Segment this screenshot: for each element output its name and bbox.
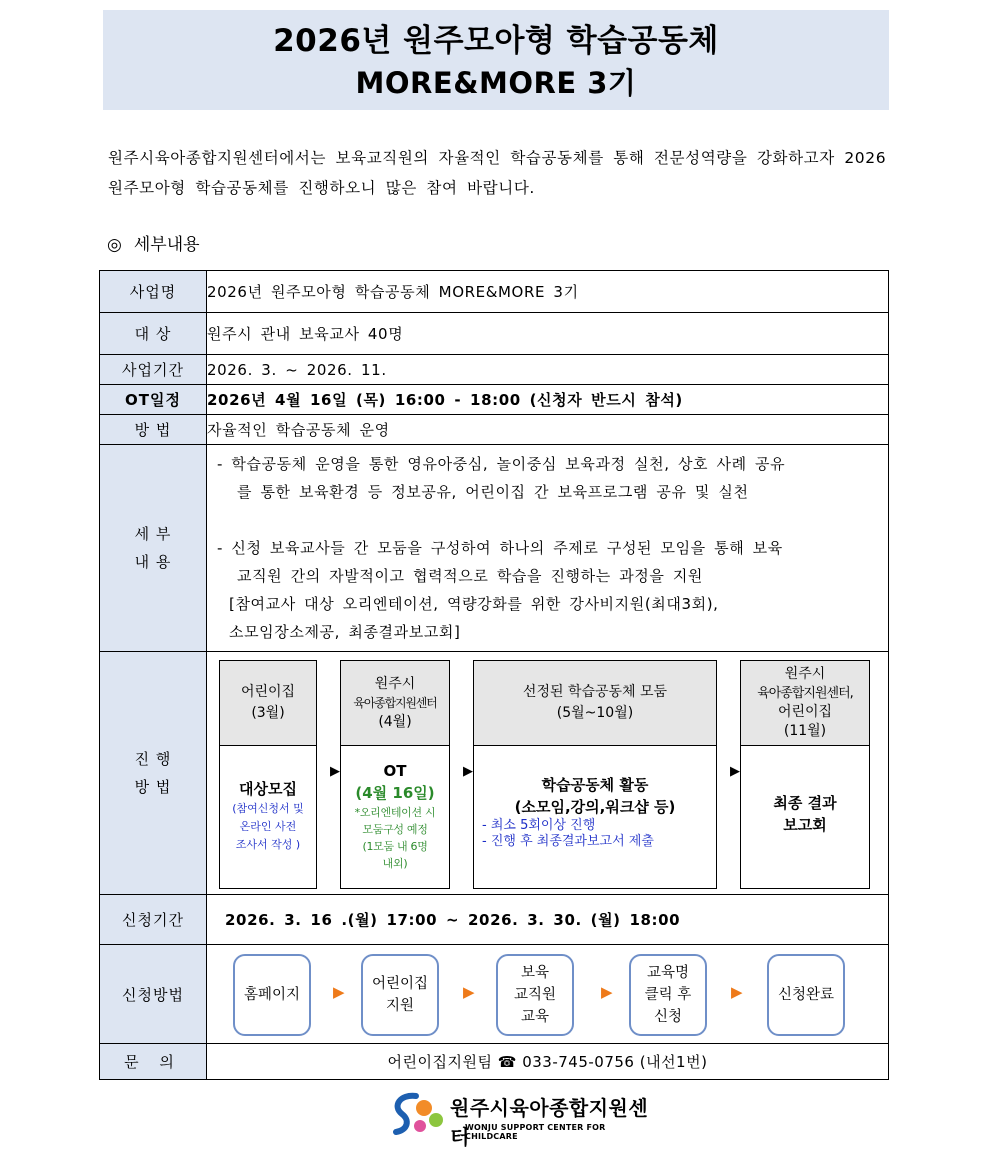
label-process-1: 진 행 [134, 750, 172, 768]
row-apply-method [100, 945, 889, 1044]
stage2-title: OT [383, 762, 407, 780]
stage1-head1: 어린이집 [240, 684, 296, 700]
value-project: 2026년 원주모아형 학습공동체 MORE&MORE 3기 [207, 271, 889, 313]
step5-l1: 신청완료 [777, 987, 835, 1003]
label-details-2: 내 용 [134, 553, 172, 571]
stage4-head3: 어린이집 [777, 704, 833, 720]
logo-mark-icon [388, 1090, 448, 1140]
label-contact: 문 의 [100, 1044, 207, 1080]
label-period: 사업기간 [100, 355, 207, 385]
row-ot [100, 385, 889, 415]
label-process [100, 652, 207, 895]
value-period: 2026. 3. ~ 2026. 11. [207, 355, 889, 385]
arrow-icon: ▶ [463, 764, 473, 779]
step-click-apply[interactable] [629, 954, 707, 1036]
step3-l1: 보육 [520, 965, 549, 981]
arrow-icon: ▶ [730, 764, 740, 779]
step1-l1: 홈페이지 [243, 987, 301, 1003]
label-project: 사업명 [100, 271, 207, 313]
stage1-head2: (3월) [251, 705, 285, 721]
value-contact: 어린이집지원팀 ☎ 033-745-0756 (내선1번) [207, 1044, 889, 1080]
row-process [100, 652, 889, 895]
value-method: 자율적인 학습공동체 운영 [207, 415, 889, 445]
value-apply-period: 2026. 3. 16 .(월) 17:00 ~ 2026. 3. 30. (월) 18:00 [207, 895, 889, 945]
double-circle-icon: ◎ [107, 235, 122, 255]
stage3-note2: - 진행 후 최종결과보고서 제출 [482, 834, 654, 849]
stage1-note2: 온라인 사전 [239, 820, 297, 833]
stage1-note1: (참여신청서 및 [232, 802, 304, 815]
step3-l2: 교직원 [513, 987, 557, 1003]
stage2-head1: 원주시 [374, 675, 416, 692]
step-complete[interactable] [767, 954, 845, 1036]
stage4-title1: 최종 결과 [773, 794, 837, 812]
arrow-icon: ▶ [330, 764, 340, 779]
detail-p1a: - 학습공동체 운영을 통한 영유아중심, 놀이중심 보육과정 실천, 상호 사례 공유 [217, 455, 786, 473]
stage2-head2: 육아종합지원센터 [353, 695, 437, 710]
stage3-title2: (소모임,강의,워크샵 등) [514, 798, 676, 816]
stage2-head3: (4월) [378, 713, 412, 730]
arrow-icon: ▶ [463, 983, 475, 1001]
row-method [100, 415, 889, 445]
title-banner [103, 10, 889, 110]
value-details [207, 445, 889, 652]
row-project [100, 271, 889, 313]
row-contact [100, 1044, 889, 1080]
step-staff-education[interactable] [496, 954, 574, 1036]
step2-l1: 어린이집 [371, 976, 429, 992]
stage2-date: (4월 16일) [355, 784, 435, 802]
row-apply-period [100, 895, 889, 945]
section-heading [107, 230, 212, 255]
stage-recruit [219, 660, 317, 889]
arrow-icon: ▶ [601, 983, 613, 1001]
stage4-head1: 원주시 [784, 666, 826, 682]
value-target: 원주시 관내 보육교사 40명 [207, 313, 889, 355]
detail-table [99, 270, 889, 1080]
step4-l1: 교육명 [646, 965, 690, 981]
detail-p2a: - 신청 보육교사들 간 모둠을 구성하여 하나의 주제로 구성된 모임을 통해 보육 [217, 539, 783, 557]
label-target: 대 상 [100, 313, 207, 355]
label-ot: OT일정 [100, 385, 207, 415]
label-details [100, 445, 207, 652]
value-process [207, 652, 889, 895]
value-apply-method [207, 945, 889, 1044]
label-method: 방 법 [100, 415, 207, 445]
stage4-title2: 보고회 [783, 816, 827, 834]
step-homepage[interactable] [233, 954, 311, 1036]
label-details-1: 세 부 [134, 525, 172, 543]
label-process-2: 방 법 [134, 778, 172, 796]
section-label: 세부내용 [133, 235, 200, 255]
stage1-title: 대상모집 [239, 780, 297, 798]
stage3-head2: (5월~10월) [556, 705, 634, 721]
detail-p2c: [참여교사 대상 오리엔테이션, 역량강화를 위한 강사비지원(최대3회), [229, 595, 719, 613]
step-childcare-support[interactable] [361, 954, 439, 1036]
title-line1: 2026년 원주모아형 학습공동체 [273, 23, 719, 59]
logo-subtitle: WONJU SUPPORT CENTER FOR CHILDCARE [465, 1123, 606, 1141]
stage2-note4: 내외) [382, 857, 408, 870]
step4-l3: 신청 [653, 1009, 682, 1025]
step3-l3: 교육 [520, 1009, 549, 1025]
detail-p2b: 교직원 간의 자발적이고 협력적으로 학습을 진행하는 과정을 지원 [237, 567, 704, 585]
center-logo [388, 1090, 658, 1149]
row-details [100, 445, 889, 652]
logo-name: 원주시육아종합지원센터 [450, 1096, 649, 1149]
label-apply-period: 신청기간 [100, 895, 207, 945]
detail-p2d: 소모임장소제공, 최종결과보고회] [229, 623, 461, 641]
stage-activity [473, 660, 717, 889]
stage1-note3: 조사서 작성 ) [235, 838, 301, 851]
step4-l2: 클릭 후 [644, 987, 692, 1003]
stage4-head2: 육아종합지원센터, [757, 686, 853, 701]
row-target [100, 313, 889, 355]
value-ot: 2026년 4월 16일 (목) 16:00 - 18:00 (신청자 반드시 참석) [207, 385, 889, 415]
stage3-head1: 선정된 학습공동체 모둠 [522, 684, 668, 700]
stage2-note2: 모둠구성 예정 [362, 823, 428, 836]
stage-ot [340, 660, 450, 889]
stage-final [740, 660, 870, 889]
stage2-note1: *오리엔테이션 시 [354, 806, 436, 819]
row-period [100, 355, 889, 385]
arrow-icon: ▶ [333, 983, 345, 1001]
stage4-head4: (11월) [783, 723, 827, 739]
stage3-title1: 학습공동체 활동 [541, 776, 649, 794]
step2-l2: 지원 [385, 998, 414, 1014]
label-apply-method: 신청방법 [100, 945, 207, 1044]
title-line2: MORE&MORE 3기 [355, 66, 637, 100]
stage2-note3: (1모둠 내 6명 [362, 840, 428, 853]
arrow-icon: ▶ [731, 983, 743, 1001]
detail-p1b: 를 통한 보육환경 등 정보공유, 어린이집 간 보육프로그램 공유 및 실천 [237, 483, 749, 501]
intro-text: 원주시육아종합지원센터에서는 보육교직원의 자율적인 학습공동체를 통해 전문성역량을 강화하고자 2026원주모아형 학습공동체를 진행하오니 많은 참여 바랍니다. [108, 149, 887, 197]
stage3-note1: - 최소 5회이상 진행 [482, 818, 596, 833]
